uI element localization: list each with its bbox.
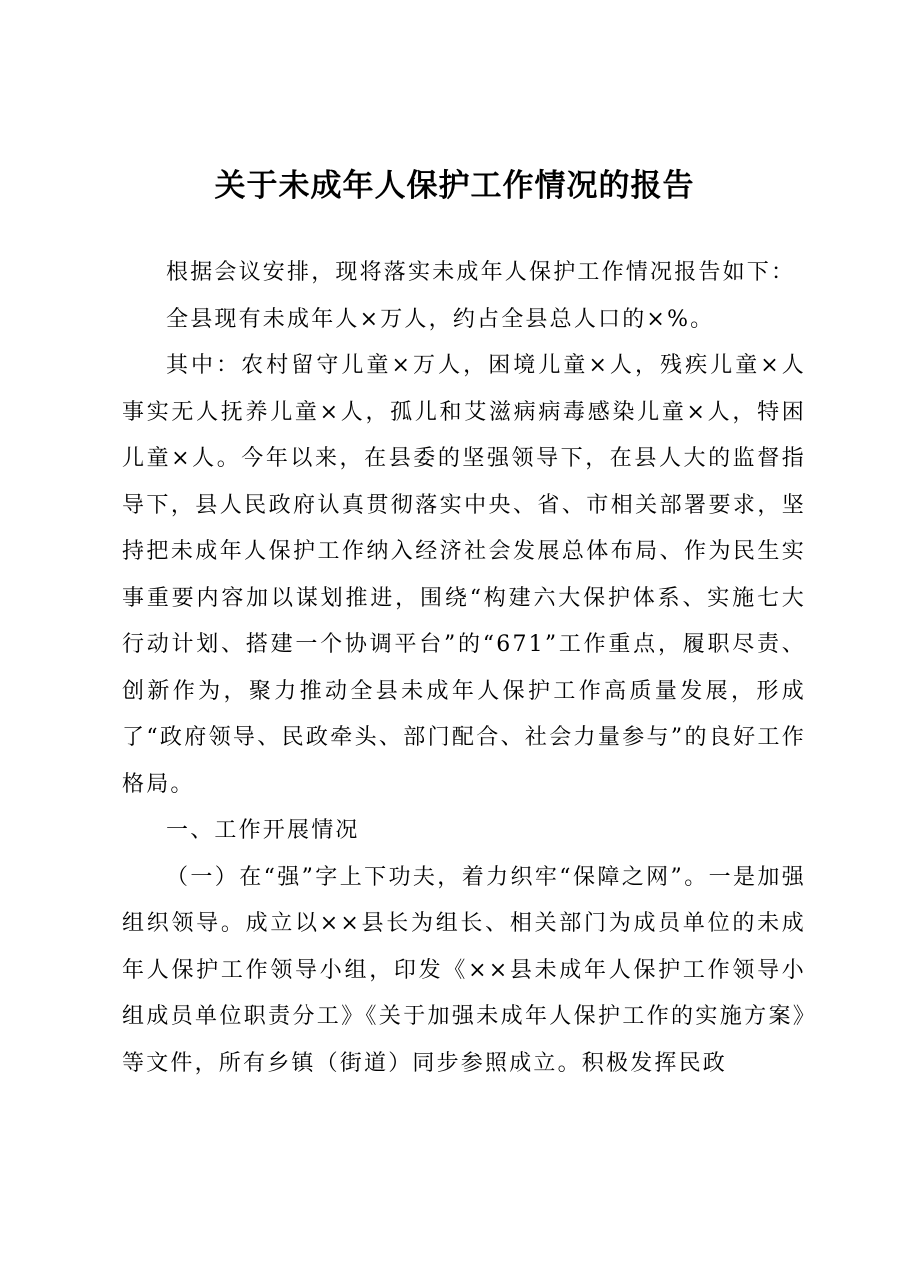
paragraph-section-one: （一）在“强”字上下功夫，着力织牢“保障之网”。一是加强组织领导。成立以××县长为组长、相关部门为成员单位的未成年人保护工作领导小组，印发《××县未成年人保护工作领导小组成员单位职责分工》《关于加强未成年人保护工作的实施方案》等文件，所有乡镇（街道）同步参照成立。积极发挥民政 — [122, 864, 806, 1076]
paragraph-intro: 根据会议安排，现将落实未成年人保护工作情况报告如下： — [166, 260, 796, 285]
paragraph-population: 全县现有未成年人×万人，约占全县总人口的×%。 — [166, 306, 715, 332]
paragraph-overview: 其中：农村留守儿童×万人，困境儿童×人，残疾儿童×人事实无人抚养儿童×人，孤儿和艾滋病病毒感染儿童×人，特困儿童×人。今年以来，在县委的坚强领导下，在县人大的监督指导下，县人民政府认真贯彻落实中央、省、市相关部署要求，坚持把未成年人保护工作纳入经济社会发展总体布局、作为民生实事重要内容加以谋划推进，围绕“构建六大保护体系、实施七大行动计划、搭建一个协调平台”的“671”工作重点，履职尽责、创新作为，聚力推动全县未成年人保护工作高质量发展，形成了“政府领导、民政牵头、部门配合、社会力量参与”的良好工作格局。 — [122, 353, 806, 797]
document-title: 关于未成年人保护工作情况的报告 — [214, 168, 695, 204]
section-heading: 一、工作开展情况 — [166, 818, 360, 843]
document-body — [122, 250, 806, 1087]
